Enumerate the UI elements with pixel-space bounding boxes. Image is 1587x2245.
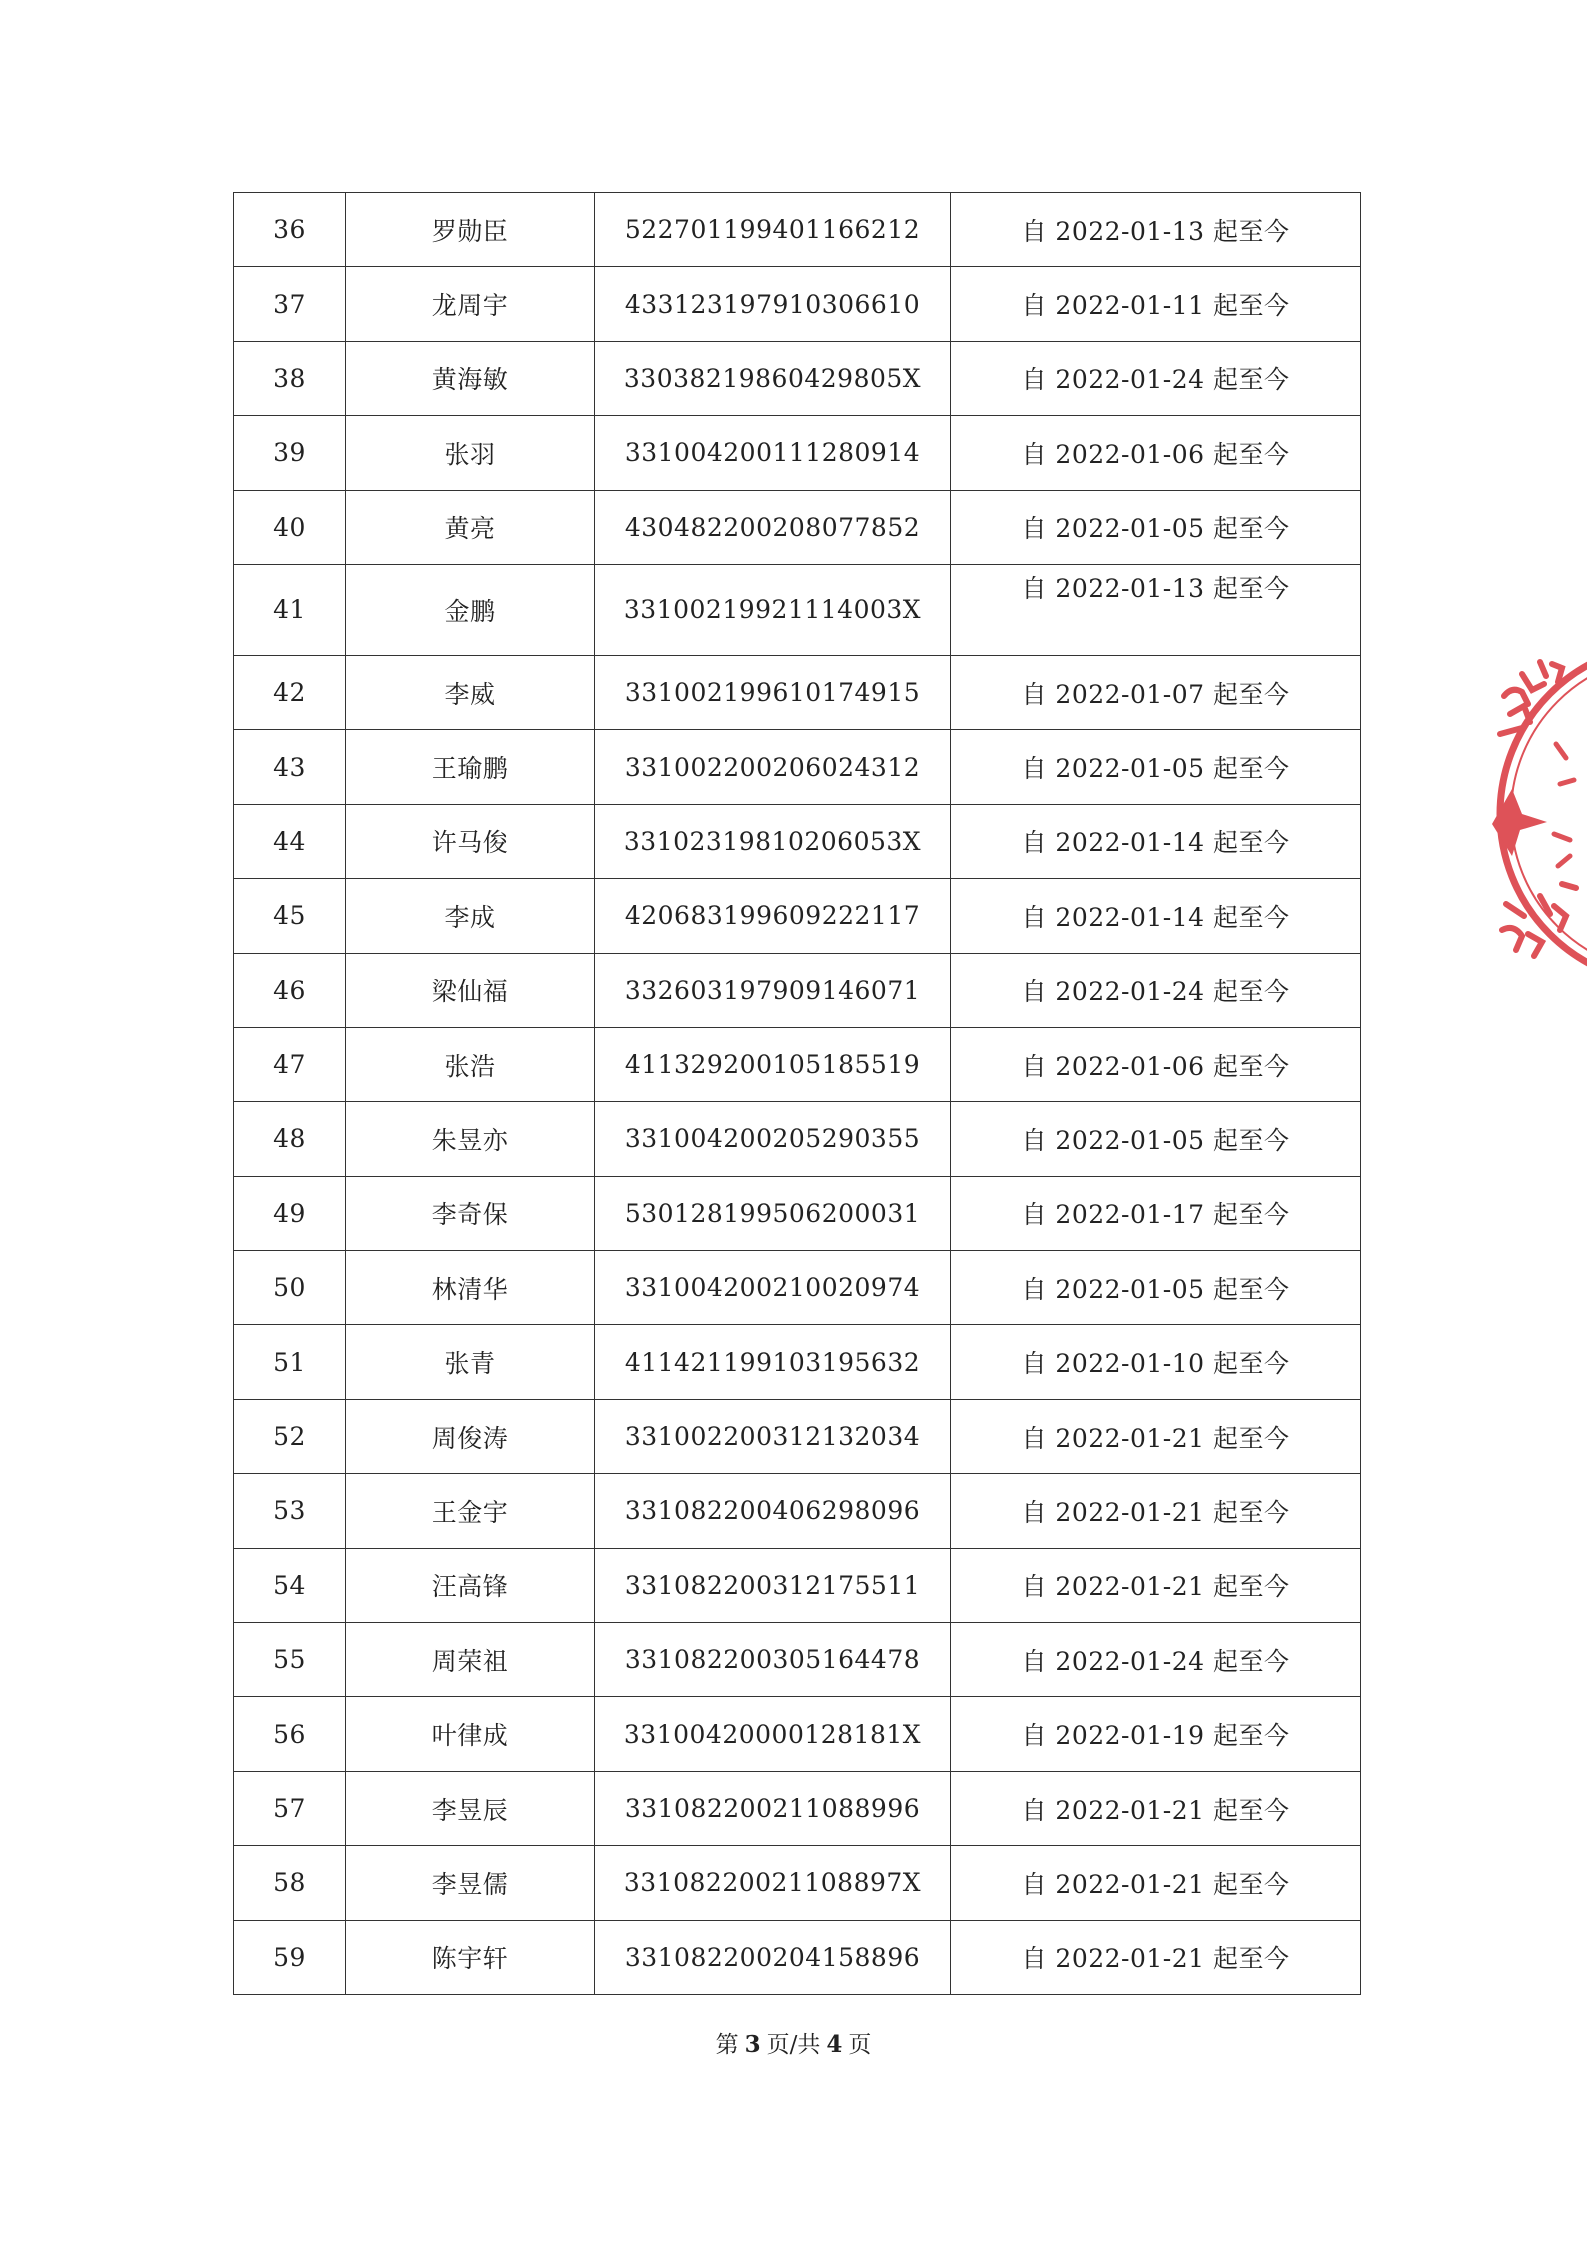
id-number: 522701199401166212 [595, 193, 951, 267]
row-number: 51 [234, 1325, 346, 1399]
id-number: 331082200406298096 [595, 1474, 951, 1548]
page-footer [0, 2026, 1587, 2059]
id-number: 331002200312132034 [595, 1399, 951, 1473]
employee-name: 李昱辰 [346, 1771, 595, 1845]
employee-name: 李昱儒 [346, 1846, 595, 1920]
row-number: 49 [234, 1176, 346, 1250]
id-number: 430482200208077852 [595, 490, 951, 564]
employee-name: 张青 [346, 1325, 595, 1399]
row-number: 39 [234, 416, 346, 490]
employee-name: 周俊涛 [346, 1399, 595, 1473]
employment-period: 自 2022-01-05 起至今 [951, 1251, 1361, 1325]
row-number: 48 [234, 1102, 346, 1176]
employee-name: 黄亮 [346, 490, 595, 564]
employee-table [233, 192, 1361, 1995]
employment-period: 自 2022-01-07 起至今 [951, 655, 1361, 729]
id-number: 33108220021108897X [595, 1846, 951, 1920]
employee-name: 龙周宇 [346, 267, 595, 341]
table-row [234, 1548, 1361, 1622]
table-row [234, 1920, 1361, 1994]
employment-period: 自 2022-01-14 起至今 [951, 804, 1361, 878]
employment-period: 自 2022-01-10 起至今 [951, 1325, 1361, 1399]
current-page-number: 3 [744, 2031, 761, 2058]
employment-period: 自 2022-01-13 起至今 [951, 193, 1361, 267]
table-row [234, 1251, 1361, 1325]
table-row [234, 341, 1361, 415]
row-number: 37 [234, 267, 346, 341]
employee-table-body [234, 193, 1361, 1995]
total-pages-number: 4 [826, 2031, 843, 2058]
employee-name: 李奇保 [346, 1176, 595, 1250]
employment-period: 自 2022-01-21 起至今 [951, 1771, 1361, 1845]
id-number: 331082200204158896 [595, 1920, 951, 1994]
employee-name: 周荣祖 [346, 1623, 595, 1697]
row-number: 45 [234, 879, 346, 953]
table-row [234, 193, 1361, 267]
table-row [234, 730, 1361, 804]
employee-name: 朱昱亦 [346, 1102, 595, 1176]
employee-name: 李成 [346, 879, 595, 953]
table-row [234, 1771, 1361, 1845]
id-number: 331004200205290355 [595, 1102, 951, 1176]
page-label-suffix: 页 [848, 2032, 872, 2058]
company-seal-stamp [1492, 634, 1587, 994]
employee-name: 汪高锋 [346, 1548, 595, 1622]
employee-name: 李威 [346, 655, 595, 729]
row-number: 46 [234, 953, 346, 1027]
seal-emblem [1492, 644, 1587, 984]
employment-period: 自 2022-01-05 起至今 [951, 490, 1361, 564]
employee-name: 张浩 [346, 1027, 595, 1101]
table-row [234, 1623, 1361, 1697]
table-row [234, 1846, 1361, 1920]
employee-name: 梁仙福 [346, 953, 595, 1027]
table-row [234, 1176, 1361, 1250]
row-number: 55 [234, 1623, 346, 1697]
employment-period: 自 2022-01-05 起至今 [951, 1102, 1361, 1176]
employee-name: 王瑜鹏 [346, 730, 595, 804]
row-number: 56 [234, 1697, 346, 1771]
employment-period: 自 2022-01-06 起至今 [951, 416, 1361, 490]
id-number: 331082200211088996 [595, 1771, 951, 1845]
id-number: 331002199610174915 [595, 655, 951, 729]
id-number: 33100420000128181X [595, 1697, 951, 1771]
row-number: 54 [234, 1548, 346, 1622]
row-number: 59 [234, 1920, 346, 1994]
id-number: 530128199506200031 [595, 1176, 951, 1250]
table-row [234, 416, 1361, 490]
id-number: 331082200312175511 [595, 1548, 951, 1622]
row-number: 47 [234, 1027, 346, 1101]
row-number: 57 [234, 1771, 346, 1845]
id-number: 420683199609222117 [595, 879, 951, 953]
table-row [234, 490, 1361, 564]
id-number: 332603197909146071 [595, 953, 951, 1027]
id-number: 411421199103195632 [595, 1325, 951, 1399]
employee-name: 金鹏 [346, 564, 595, 655]
employment-period: 自 2022-01-24 起至今 [951, 1623, 1361, 1697]
table-row [234, 267, 1361, 341]
page-label-middle: 页/共 [766, 2032, 821, 2058]
id-number: 331082200305164478 [595, 1623, 951, 1697]
row-number: 43 [234, 730, 346, 804]
row-number: 44 [234, 804, 346, 878]
employment-period: 自 2022-01-13 起至今 [951, 564, 1361, 655]
employee-name: 陈宇轩 [346, 1920, 595, 1994]
table-row [234, 1027, 1361, 1101]
id-number: 33102319810206053X [595, 804, 951, 878]
employment-period: 自 2022-01-06 起至今 [951, 1027, 1361, 1101]
employment-period: 自 2022-01-24 起至今 [951, 953, 1361, 1027]
employee-name: 叶律成 [346, 1697, 595, 1771]
employment-period: 自 2022-01-05 起至今 [951, 730, 1361, 804]
id-number: 33038219860429805X [595, 341, 951, 415]
employment-period: 自 2022-01-24 起至今 [951, 341, 1361, 415]
employee-name: 王金宇 [346, 1474, 595, 1548]
table-row [234, 953, 1361, 1027]
table-row [234, 804, 1361, 878]
employment-period: 自 2022-01-21 起至今 [951, 1399, 1361, 1473]
employment-period: 自 2022-01-21 起至今 [951, 1846, 1361, 1920]
row-number: 38 [234, 341, 346, 415]
table-row [234, 879, 1361, 953]
table-row [234, 1474, 1361, 1548]
employment-period: 自 2022-01-21 起至今 [951, 1548, 1361, 1622]
row-number: 42 [234, 655, 346, 729]
employee-name: 许马俊 [346, 804, 595, 878]
page-label-prefix: 第 [715, 2032, 739, 2058]
id-number: 331004200111280914 [595, 416, 951, 490]
employment-period: 自 2022-01-19 起至今 [951, 1697, 1361, 1771]
table-row [234, 1325, 1361, 1399]
id-number: 433123197910306610 [595, 267, 951, 341]
row-number: 52 [234, 1399, 346, 1473]
employment-period: 自 2022-01-21 起至今 [951, 1474, 1361, 1548]
employee-name: 黄海敏 [346, 341, 595, 415]
row-number: 58 [234, 1846, 346, 1920]
row-number: 40 [234, 490, 346, 564]
id-number: 331004200210020974 [595, 1251, 951, 1325]
row-number: 36 [234, 193, 346, 267]
employee-name: 张羽 [346, 416, 595, 490]
employment-period: 自 2022-01-21 起至今 [951, 1920, 1361, 1994]
table-row [234, 1102, 1361, 1176]
employee-name: 林清华 [346, 1251, 595, 1325]
table-row [234, 1399, 1361, 1473]
table-row [234, 1697, 1361, 1771]
employee-name: 罗勋臣 [346, 193, 595, 267]
row-number: 53 [234, 1474, 346, 1548]
table-row [234, 655, 1361, 729]
id-number: 33100219921114003X [595, 564, 951, 655]
employment-period: 自 2022-01-17 起至今 [951, 1176, 1361, 1250]
row-number: 50 [234, 1251, 346, 1325]
id-number: 411329200105185519 [595, 1027, 951, 1101]
employment-period: 自 2022-01-11 起至今 [951, 267, 1361, 341]
table-row [234, 564, 1361, 655]
employment-period: 自 2022-01-14 起至今 [951, 879, 1361, 953]
id-number: 331002200206024312 [595, 730, 951, 804]
row-number: 41 [234, 564, 346, 655]
